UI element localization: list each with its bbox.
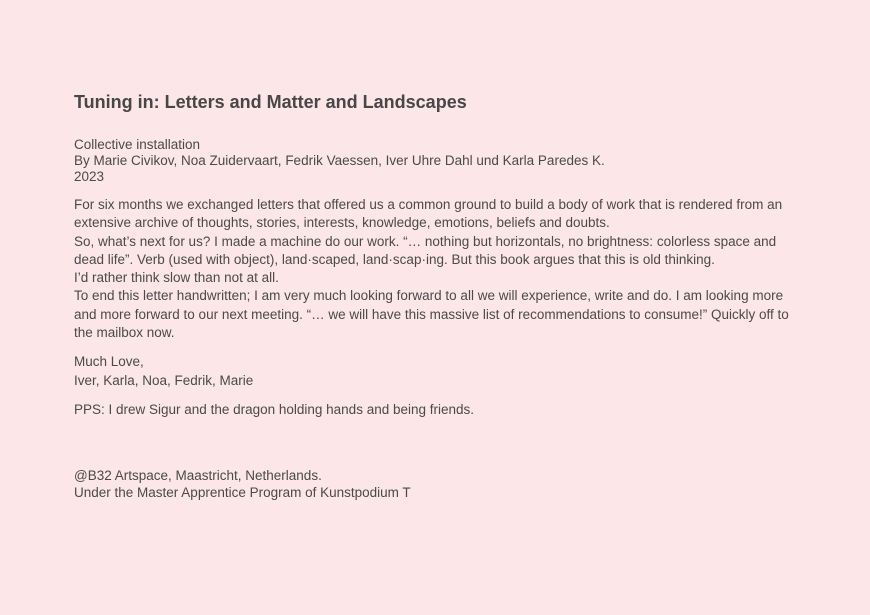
paragraph: I’d rather think slow than not at all. (74, 270, 279, 286)
footer-program: Under the Master Apprentice Program of Kunstpodium T (74, 484, 411, 500)
document-footer (74, 468, 411, 501)
document-title: Tuning in: Letters and Matter and Landscapes (74, 92, 467, 112)
footer-venue: @B32 Artspace, Maastricht, Netherlands. (74, 468, 322, 483)
meta-type: Collective installation (74, 137, 201, 152)
letter-signoff (74, 353, 804, 390)
postscript: PPS: I drew Sigur and the dragon holding hands and being friends. (74, 401, 475, 417)
paragraph: So, what’s next for us? I made a machine do our work. “… nothing but horizontals, no brightness: colorless space and dead life”. Verb (used with object), land·scaped, land·scap·ing. But this book argues that this is old thinking. (74, 233, 777, 267)
document-meta (74, 137, 804, 185)
document-body (74, 90, 804, 419)
letter-body (74, 196, 804, 342)
closing: Much Love, (74, 354, 144, 370)
meta-year: 2023 (74, 169, 105, 184)
paragraph: For six months we exchanged letters that offered us a common ground to build a body of work that is rendered from an extensive archive of thoughts, stories, interests, knowledge, emotions, beliefs and doubts. (74, 197, 783, 231)
signatories: Iver, Karla, Noa, Fedrik, Marie (74, 372, 254, 388)
paragraph: To end this letter handwritten; I am very much looking forward to all we will experience, write and do. I am looking more and more forward to our next meeting. “… we will have this massive list of recommendations to consume!” Quickly off to the mailbox now. (74, 288, 789, 341)
meta-authors: By Marie Civikov, Noa Zuidervaart, Fedrik Vaessen, Iver Uhre Dahl und Karla Paredes K. (74, 153, 605, 168)
